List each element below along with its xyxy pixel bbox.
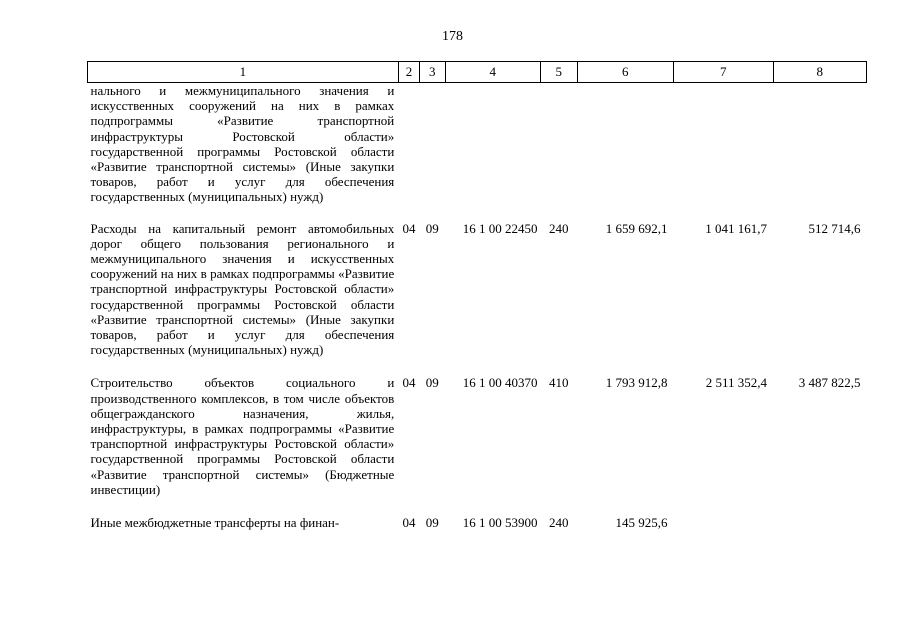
budget-table <box>87 61 867 530</box>
row-amount-year2: 1 041 161,7 <box>705 220 768 236</box>
row-section-code: 04 <box>402 375 416 391</box>
row-subsection-code: 09 <box>425 220 439 236</box>
column-header-1: 1 <box>88 62 399 83</box>
row-expense-type: 410 <box>549 375 569 391</box>
table-row <box>88 515 867 530</box>
row-description: Расходы на капитальный ремонт автомобильных дорог общего пользования регионального и межмуниципального значения и искусственных сооружений на них в рамках подпрограммы «Развитие транспортной инфраструктуры Ростовской области» государственной программы Ростовской области «Развитие транспортной системы» (Иные закупки товаров, работ и услуг для обеспечения государственных (муниципальных) нужд) <box>90 220 395 358</box>
row-subsection-code <box>420 83 445 221</box>
row-amount-year2: 2 511 352,4 <box>705 375 768 391</box>
row-description: Иные межбюджетные трансферты на финан- <box>90 515 340 531</box>
row-amount-year1: 145 925,6 <box>615 515 668 531</box>
row-amount-year3: 3 487 822,5 <box>798 375 861 391</box>
row-amount-year2 <box>674 515 774 530</box>
row-target-article: 16 1 00 40370 <box>462 375 538 391</box>
row-expense-type: 240 <box>549 515 569 531</box>
row-description: Строительство объектов социального и производственного комплексов, в том числе объектов общегражданского назначения, жилья, инфраструктуры, в рамках подпрограммы «Развитие транспортной инфраструктуры Ростовской области» государственной программы Ростовской области «Развитие транспортной системы» (Бюджетные инвестиции) <box>90 375 395 497</box>
row-subsection-code: 09 <box>425 515 439 531</box>
row-amount-year3 <box>773 515 866 530</box>
row-amount-year1 <box>577 83 673 221</box>
column-header-4: 4 <box>445 62 540 83</box>
row-section-code <box>398 83 419 221</box>
column-header-8: 8 <box>773 62 866 83</box>
row-amount-year3 <box>773 83 866 221</box>
row-target-article: 16 1 00 53900 <box>462 515 538 531</box>
table-row <box>88 375 867 515</box>
row-target-article <box>445 83 540 221</box>
page-number: 178 <box>442 29 463 44</box>
table-row <box>88 221 867 376</box>
row-amount-year2 <box>674 83 774 221</box>
table-row <box>88 83 867 221</box>
row-expense-type: 240 <box>549 220 569 236</box>
row-amount-year1: 1 659 692,1 <box>605 220 668 236</box>
column-header-7: 7 <box>674 62 774 83</box>
table-header-row <box>88 62 867 83</box>
row-expense-type <box>540 83 577 221</box>
row-section-code: 04 <box>402 515 416 531</box>
row-amount-year1: 1 793 912,8 <box>605 375 668 391</box>
row-subsection-code: 09 <box>425 375 439 391</box>
column-header-3: 3 <box>420 62 445 83</box>
column-header-6: 6 <box>577 62 673 83</box>
column-header-2: 2 <box>398 62 419 83</box>
row-amount-year3: 512 714,6 <box>808 220 861 236</box>
row-description: нального и межмуниципального значения и искусственных сооружений на них в рамках подпрограммы «Развитие транспортной инфраструктуры Ростовской области» государственной программы Ростовской области «Развитие транспортной системы» (Иные закупки товаров, работ и услуг для обеспечения государственных (муниципальных) нужд) <box>90 83 395 205</box>
row-section-code: 04 <box>402 220 416 236</box>
row-target-article: 16 1 00 22450 <box>462 220 538 236</box>
column-header-5: 5 <box>540 62 577 83</box>
